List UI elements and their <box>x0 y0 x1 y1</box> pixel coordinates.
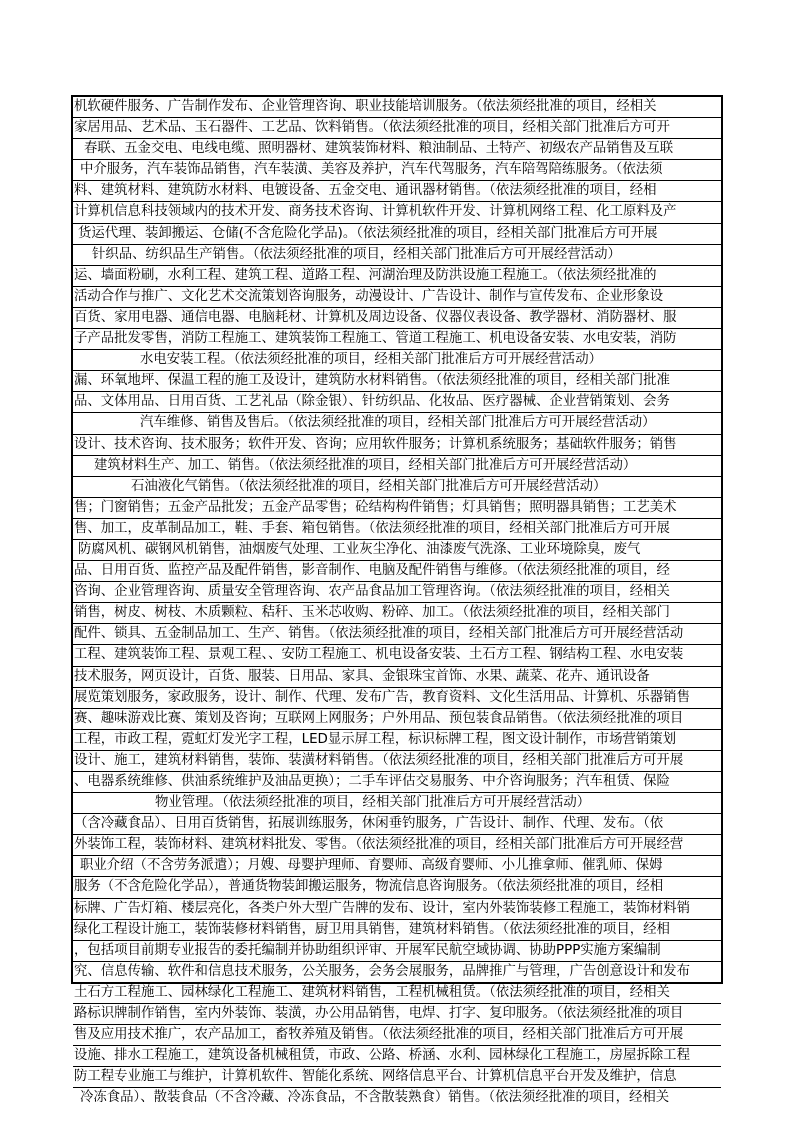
table-row: 配件、锁具、五金制品加工、生产、销售。（依法须经批准的项目，经相关部门批准后方可开展经营活动 <box>73 624 721 645</box>
table-row: 服务（不含危险化学品），普通货物装卸搬运服务，物流信息咨询服务。（依法须经批准的项目，经相 <box>73 877 721 898</box>
table-row: 工程、建筑装饰工程、景观工程、、安防工程施工、机电设备安装、土石方工程、钢结构工程、水电安装 <box>73 645 721 666</box>
table-row: 货运代理、装卸搬运、仓储(不含危险化学品)。（依法须经批准的项目，经相关部门批准后方可开展 <box>73 224 721 245</box>
table-row: 职业介绍（不含劳务派遣）；月嫂、母婴护理师、育婴师、高级育婴师、小儿推拿师、催乳师、保姆 <box>73 856 721 877</box>
table-row: ，包括项目前期专业报告的委托编制并协助组织评审、开展军民航空域协调、协助PPP实施方案编制 <box>73 941 721 962</box>
table-row: 售、加工，皮革制品加工，鞋、手套、箱包销售。（依法须经批准的项目，经相关部门批准后方可开展 <box>73 519 721 540</box>
table-row: 品、日用百货、监控产品及配件销售，影音制作、电脑及配件销售与维修。（依法须经批准的项目，经 <box>73 561 721 582</box>
table-row: 售；门窗销售；五金产品批发；五金产品零售；砼结构构件销售；灯具销售；照明器具销售；工艺美术 <box>73 498 721 519</box>
table-row: 土石方工程施工、园林绿化工程施工、建筑材料销售，工程机械租赁。（依法须经批准的项目，经相关 <box>73 983 721 1004</box>
table-row: 标牌、广告灯箱、楼层亮化，各类户外大型广告牌的发布、设计，室内外装饰装修工程施工，装饰材料销 <box>73 899 721 920</box>
table-row: 建筑材料生产、加工、销售。（依法须经批准的项目，经相关部门批准后方可开展经营活动） <box>73 456 721 477</box>
table-row: 物业管理。（依法须经批准的项目，经相关部门批准后方可开展经营活动） <box>73 793 721 814</box>
table-row: 汽车维修、销售及售后。（依法须经批准的项目，经相关部门批准后方可开展经营活动） <box>73 413 721 434</box>
table-row: 赛、趣味游戏比赛、策划及咨询；互联网上网服务；户外用品、预包装食品销售。（依法须经批准的项目 <box>73 709 721 730</box>
table-row: 路标识牌制作销售，室内外装饰、装潢，办公用品销售，电焊、打字、复印服务。（依法须经批准的项目 <box>73 1004 721 1025</box>
table-row: 机软硬件服务、广告制作发布、企业管理咨询、职业技能培训服务。（依法须经批准的项目，经相关 <box>73 97 721 118</box>
table-row: 针织品、纺织品生产销售。（依法须经批准的项目，经相关部门批准后方可开展经营活动） <box>73 245 721 266</box>
table-row: 石油液化气销售。（依法须经批准的项目，经相关部门批准后方可开展经营活动） <box>73 477 721 498</box>
table-row: 设施、排水工程施工，建筑设备机械租赁，市政、公路、桥涵、水利、园林绿化工程施工，房屋拆除工程 <box>73 1046 721 1067</box>
table-row: 工程，市政工程，霓虹灯发光字工程，LED显示屏工程，标识标牌工程，图文设计制作，市场营销策划 <box>73 730 721 751</box>
table-row: 防工程专业施工与维护，计算机软件、智能化系统、网络信息平台、计算机信息平台开发及维护，信息 <box>73 1067 721 1088</box>
table-row: 咨询、企业管理咨询、质量安全管理咨询、农产品食品加工管理咨询。（依法须经批准的项目，经相关 <box>73 582 721 603</box>
table-row: 技术服务，网页设计，百货、服装、日用品、家具、金银珠宝首饰、水果、蔬菜、花卉、通讯设备 <box>73 667 721 688</box>
table-row: （含冷藏食品）、日用百货销售，拓展训练服务，休闲垂钓服务，广告设计、制作、代理、发布。（依 <box>73 814 721 835</box>
table-row: 百货、家用电器、通信电器、电脑耗材、计算机及周边设备、仪器仪表设备、教学器材、消防器材、服 <box>73 308 721 329</box>
table-row: 计算机信息科技领域内的技术开发、商务技术咨询、计算机软件开发、计算机网络工程、化工原料及产 <box>73 202 721 223</box>
table-row: 防腐风机、碳钢风机销售，油烟废气处理、工业灰尘净化、油漆废气洗涤、工业环境除臭，废气 <box>73 540 721 561</box>
table-row: 活动合作与推广、文化艺术交流策划咨询服务，动漫设计、广告设计、制作与宣传发布、企业形象设 <box>73 287 721 308</box>
table-row: 料、建筑材料、建筑防水材料、电镀设备、五金交电、通讯器材销售。（依法须经批准的项目，经相 <box>73 181 721 202</box>
table-row: 水电安装工程。（依法须经批准的项目，经相关部门批准后方可开展经营活动） <box>73 350 721 371</box>
table-row: 售及应用技术推广，农产品加工，畜牧养殖及销售。（依法须经批准的项目，经相关部门批准后方可开展 <box>73 1025 721 1046</box>
table-row: 外装饰工程，装饰材料、建筑材料批发、零售。（依法须经批准的项目，经相关部门批准后方可开展经营 <box>73 835 721 856</box>
table-row: 展览策划服务，家政服务，设计、制作、代理、发布广告，教育资料、文化生活用品、计算机、乐器销售 <box>73 688 721 709</box>
table-row: 中介服务，汽车装饰品销售，汽车装潢、美容及养护，汽车代驾服务，汽车陪驾陪练服务。（依法须 <box>73 160 721 181</box>
table-row: 漏、环氧地坪、保温工程的施工及设计，建筑防水材料销售。（依法须经批准的项目，经相关部门批准 <box>73 371 721 392</box>
table-row: 春联、五金交电、电线电缆、照明器材、建筑装饰材料、粮油制品、土特产、初级农产品销售及互联 <box>73 139 721 160</box>
table-row: 运、墙面粉刷，水利工程、建筑工程、道路工程、河湖治理及防洪设施工程施工。（依法须经批准的 <box>73 266 721 287</box>
business-scope-table <box>71 95 723 1106</box>
table-row: 子产品批发零售，消防工程施工、建筑装饰工程施工、管道工程施工、机电设备安装、水电安装，消防 <box>73 329 721 350</box>
table-row: 绿化工程设计施工，装饰装修材料销售，厨卫用具销售，建筑材料销售。（依法须经批准的项目，经相 <box>73 920 721 941</box>
table-row: 销售，树皮、树枝、木质颗粒、秸秆、玉米芯收购、粉碎、加工。（依法须经批准的项目，经相关部门 <box>73 603 721 624</box>
table-row: 品、文体用品、日用百货、工艺礼品（除金银）、针纺织品、化妆品、医疗器械、企业营销策划、会务 <box>73 392 721 413</box>
table-row: 设计、施工，建筑材料销售，装饰、装潢材料销售。（依法须经批准的项目，经相关部门批准后方可开展 <box>73 751 721 772</box>
table-row: 家居用品、艺术品、玉石器件、工艺品、饮料销售。（依法须经批准的项目，经相关部门批准后方可开 <box>73 118 721 139</box>
table-row: 冷冻食品）、散装食品（不含冷藏、冷冻食品，不含散装熟食）销售。（依法须经批准的项目，经相关 <box>80 1090 670 1106</box>
table-row: 、电器系统维修、供油系统维护及油品更换）；二手车评估交易服务、中介咨询服务；汽车租赁、保险 <box>73 772 721 793</box>
table-row: 设计、技术咨询、技术服务；软件开发、咨询；应用软件服务；计算机系统服务；基础软件服务；销售 <box>73 435 721 456</box>
table-row: 究、信息传输、软件和信息技术服务，公关服务，会务会展服务，品牌推广与管理，广告创意设计和发布 <box>73 962 721 983</box>
